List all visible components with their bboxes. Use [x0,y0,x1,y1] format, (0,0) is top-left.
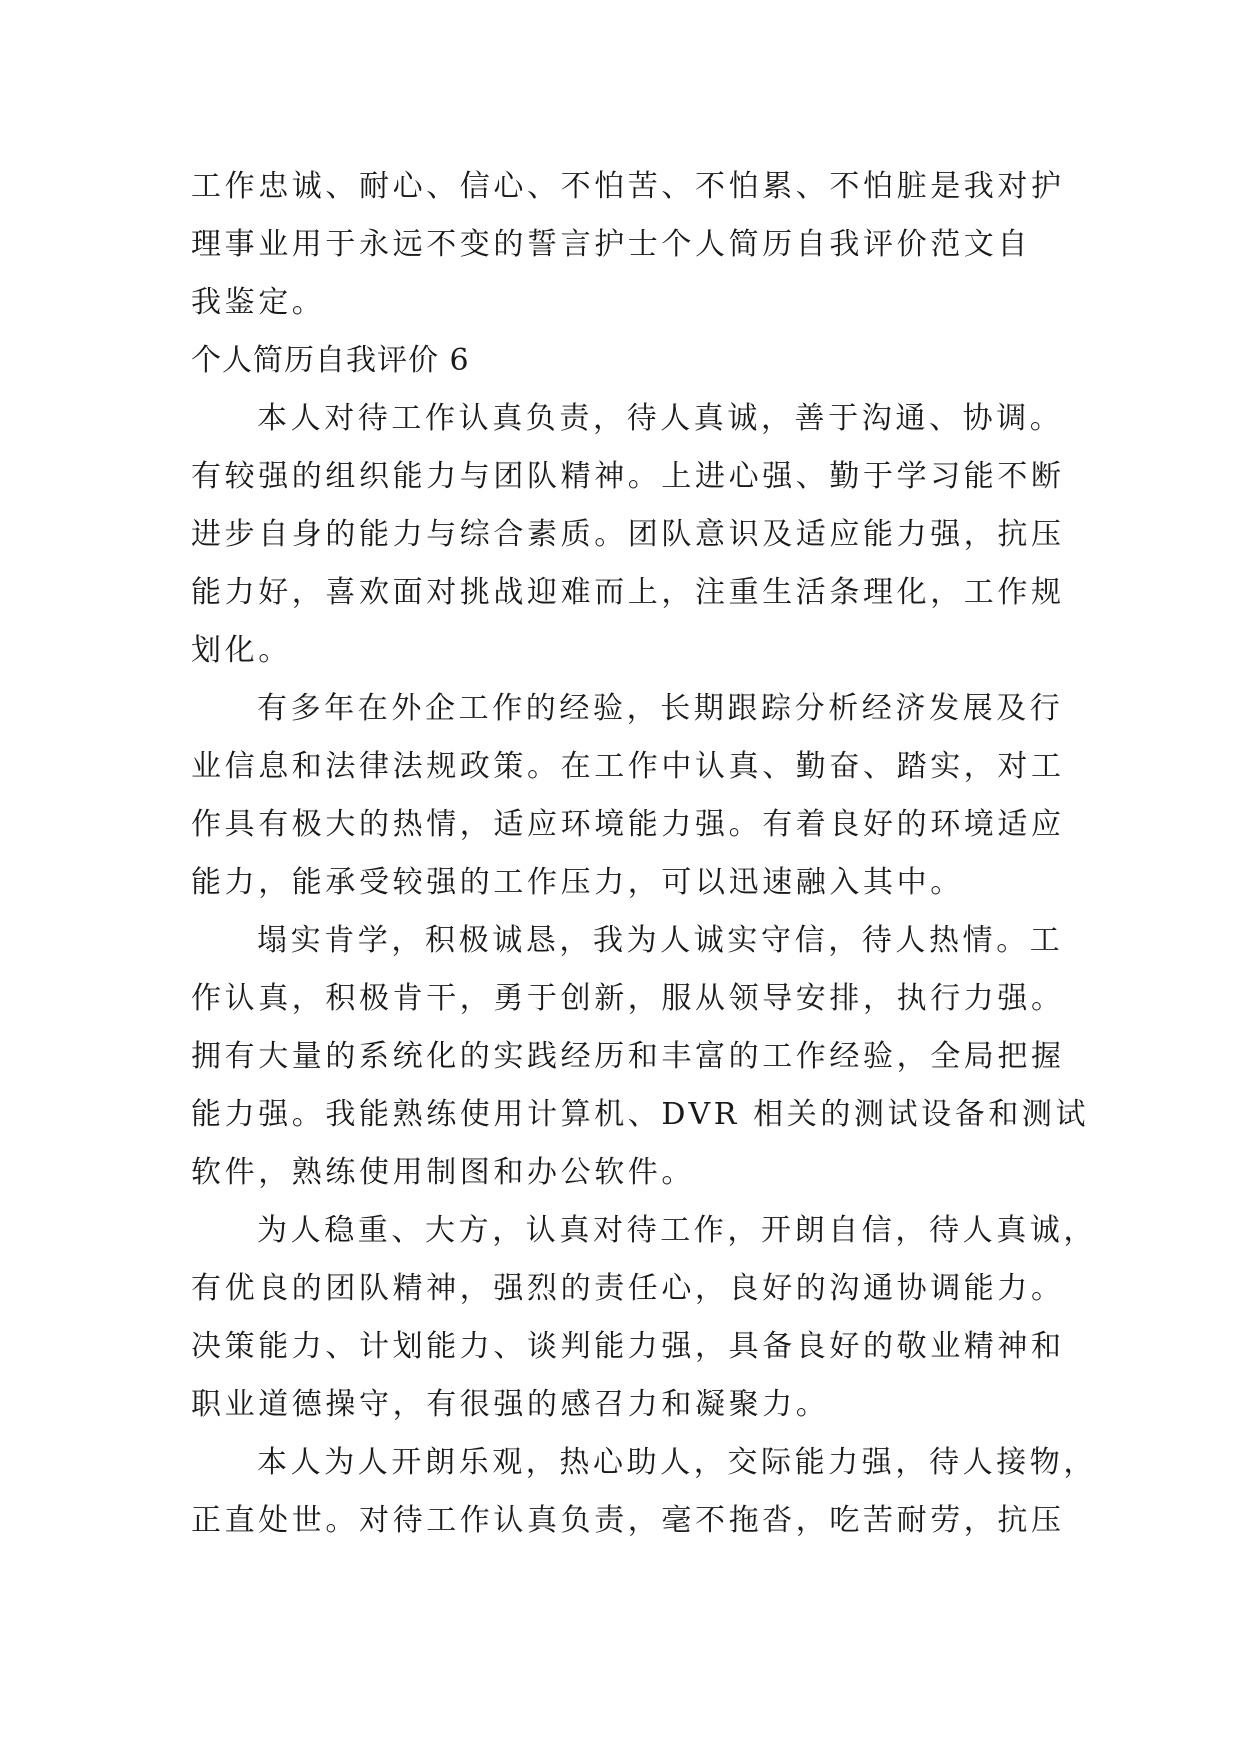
text-line: 划化。 [191,633,292,668]
text-line: 进步自身的能力与综合素质。团队意识及适应能力强，抗压 [191,517,1065,552]
text-line: 工作忠诚、耐心、信心、不怕苦、不怕累、不怕脏是我对护 [191,169,1065,204]
text-line: 作认真，积极肯干，勇于创新，服从领导安排，执行力强。 [191,981,1065,1016]
text-line: 能力好，喜欢面对挑战迎难而上，注重生活条理化，工作规 [191,575,1065,610]
text-line: 作具有极大的热情，适应环境能力强。有着良好的环境适应 [191,807,1065,842]
text-line: 我鉴定。 [191,285,326,320]
paragraph-first-line: 本人为人开朗乐观，热心助人，交际能力强，待人接物， [257,1445,1097,1480]
text-line: 业信息和法律法规政策。在工作中认真、勤奋、踏实，对工 [191,749,1065,784]
text-line: 软件，熟练使用制图和办公软件。 [191,1155,695,1190]
paragraph-first-line: 塌实肯学，积极诚恳，我为人诚实守信，待人热情。工 [257,923,1064,958]
text-line: 能力，能承受较强的工作压力，可以迅速融入其中。 [191,865,964,900]
text-line: 决策能力、计划能力、谈判能力强，具备良好的敬业精神和 [191,1329,1065,1364]
text-line: 职业道德操守，有很强的感召力和凝聚力。 [191,1387,830,1422]
paragraph-first-line: 为人稳重、大方，认真对待工作，开朗自信，待人真诚， [257,1213,1097,1248]
text-line: 正直处世。对待工作认真负责，毫不拖沓，吃苦耐劳，抗压 [191,1503,1065,1538]
paragraph-first-line: 有多年在外企工作的经验，长期跟踪分析经济发展及行 [257,691,1064,726]
paragraph-first-line: 本人对待工作认真负责，待人真诚，善于沟通、协调。 [257,401,1064,436]
text-line: 有较强的组织能力与团队精神。上进心强、勤于学习能不断 [191,459,1065,494]
document-body [191,158,1097,1550]
section-heading: 个人简历自我评价 6 [191,343,470,378]
text-line: 能力强。我能熟练使用计算机、DVR 相关的测试设备和测试 [191,1097,1090,1132]
text-line: 拥有大量的系统化的实践经历和丰富的工作经验，全局把握 [191,1039,1065,1074]
text-line: 有优良的团队精神，强烈的责任心，良好的沟通协调能力。 [191,1271,1065,1306]
text-line: 理事业用于永远不变的誓言护士个人简历自我评价范文自 [191,227,1031,262]
